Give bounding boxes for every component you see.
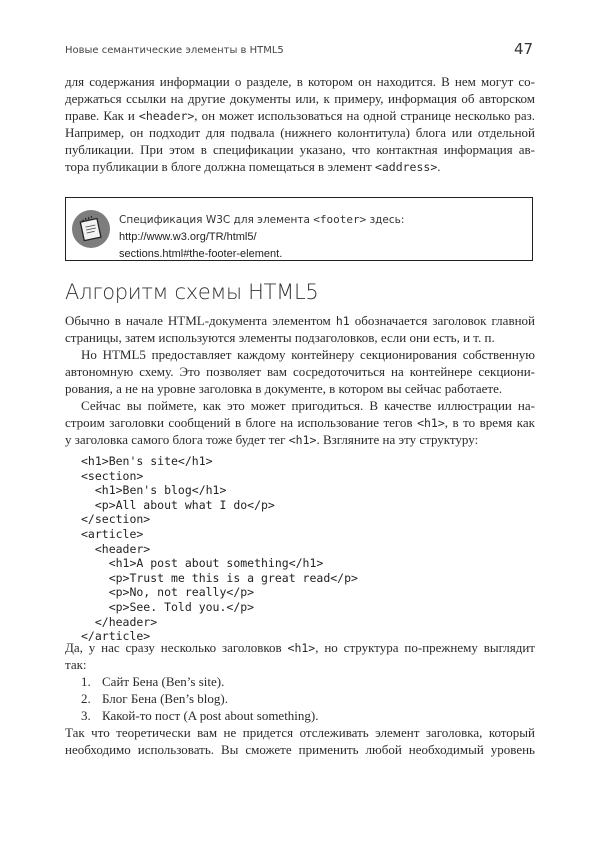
- section-heading: Алгоритм схемы HTML5: [65, 280, 319, 304]
- text-line: [65, 724, 535, 741]
- paragraph: [65, 724, 535, 758]
- list-text: Сайт Бена (Ben’s site).: [102, 674, 225, 689]
- text-line: [65, 107, 535, 124]
- list-number: 1.: [81, 674, 91, 689]
- spec-link[interactable]: sections.html#the-footer-element: [119, 248, 280, 260]
- text-line: [65, 124, 535, 141]
- code-line: <p>All about what I do</p>: [81, 497, 275, 512]
- text-line: [65, 656, 535, 673]
- code-line: <h1>A post about something</h1>: [81, 556, 324, 571]
- inline-code: <h1>: [288, 433, 317, 447]
- list-number: 2.: [81, 691, 91, 706]
- text-line: [65, 346, 535, 363]
- text-run: так:: [65, 657, 87, 672]
- note-label: .: [279, 248, 283, 260]
- text-line: [65, 397, 535, 414]
- text-run: обозначается заголовок главной: [349, 313, 535, 328]
- text-line: [65, 329, 535, 346]
- text-line: [65, 73, 535, 90]
- text-line: [65, 363, 535, 380]
- inline-code: <header>: [138, 109, 195, 123]
- list-item: [65, 673, 535, 690]
- text-run: , в то время как: [444, 415, 535, 430]
- code-line: </section>: [81, 512, 151, 527]
- text-run: праве. Как и: [65, 108, 139, 123]
- text-line: [65, 431, 535, 448]
- numbered-list: [65, 673, 535, 724]
- code-block: [81, 454, 358, 644]
- paragraph: [65, 312, 535, 346]
- code-line: <p>No, not really</p>: [81, 585, 255, 600]
- inline-code: <footer>: [313, 213, 367, 226]
- text-run: , но структура по-прежнему выглядит: [315, 640, 535, 655]
- text-line: [65, 141, 535, 158]
- notepad-icon: [72, 210, 110, 248]
- text-line: [65, 312, 535, 329]
- text-run: Обычно в начале HTML-документа элементом: [65, 313, 336, 328]
- text-run: публикации. При этом в спецификации указано, что контактная информация ав-: [65, 142, 535, 157]
- text-run: тора публикации в блоге должна помещаться в элемент: [65, 159, 375, 174]
- spec-link[interactable]: http://www.w3.org/TR/html5/: [119, 231, 257, 243]
- text-line: [65, 414, 535, 431]
- text-run: .: [437, 159, 441, 174]
- text-run: автономную схему. Это позволяет вам сосредоточиться на контейнере секциони-: [65, 364, 535, 379]
- text-line: [65, 90, 535, 107]
- list-text: Блог Бена (Ben’s blog).: [102, 691, 228, 706]
- code-line: <h1>Ben's site</h1>: [81, 454, 213, 468]
- list-item: [65, 690, 535, 707]
- text-run: строим заголовки сообщений в блоге на использование тегов: [65, 415, 418, 430]
- code-line: </article>: [81, 629, 151, 644]
- inline-code: <h1>: [417, 416, 445, 430]
- code-line: <h1>Ben's blog</h1>: [81, 483, 227, 498]
- code-line: </header>: [81, 614, 158, 629]
- note-box: [65, 197, 533, 261]
- text-run: Например, он подходит для подвала (нижнего колонтитула) блога или отдельной: [65, 125, 535, 140]
- text-run: рования, а не на уровне заголовка в документе, в котором вы сейчас работаете.: [65, 381, 503, 396]
- inline-code: <h1>: [287, 641, 316, 655]
- code-line: <p>Trust me this is a great read</p>: [81, 570, 358, 585]
- inline-code: <address>: [374, 160, 438, 174]
- text-run: необходимо использовать. Вы сможете применить любой необходимый уровень: [65, 742, 535, 757]
- paragraph: [65, 639, 535, 673]
- text-run: , он может использоваться на одной странице несколько раз.: [194, 108, 535, 123]
- page-number: 47: [514, 40, 534, 58]
- text-run: Но HTML5 предоставляет каждому контейнеру секционирования собственную: [81, 347, 535, 362]
- text-run: Сейчас вы поймете, как это может пригодиться. В качестве иллюстрации на-: [81, 398, 535, 413]
- code-line: <section>: [81, 468, 144, 483]
- text-line: [65, 158, 535, 175]
- text-run: страницы, затем используются элементы подзаголовков, если они есть, и т. п.: [65, 330, 495, 345]
- running-header: Новые семантические элементы в HTML5: [65, 45, 284, 56]
- list-text: Какой-то пост (A post about something).: [102, 708, 319, 723]
- code-line: <p>See. Told you.</p>: [81, 599, 255, 614]
- text-run: для содержания информации о разделе, в котором он находится. В нем могут со-: [65, 74, 535, 89]
- list-item: [65, 707, 535, 724]
- code-line: <article>: [81, 526, 144, 541]
- list-number: 3.: [81, 708, 91, 723]
- note-text: [119, 212, 524, 263]
- text-line: [65, 741, 535, 758]
- inline-code: h1: [335, 314, 350, 328]
- text-run: держаться ссылки на другие документы или, к примеру, информация об авторском: [65, 91, 535, 106]
- paragraph-footer-description: [65, 73, 535, 175]
- code-line: <header>: [81, 541, 151, 556]
- text-line: [65, 380, 535, 397]
- paragraph: [65, 346, 535, 397]
- text-line: [65, 639, 535, 656]
- text-run: . Взгляните на эту структуру:: [316, 432, 479, 447]
- paragraph: [65, 397, 535, 448]
- text-run: Так что теоретически вам не придется отслеживать элемент заголовка, который: [65, 725, 535, 740]
- note-label: Спецификация W3C для элемента: [119, 214, 314, 226]
- text-run: Да, у нас сразу несколько заголовков: [65, 640, 288, 655]
- note-label: здесь:: [366, 214, 405, 226]
- text-run: у заголовка самого блога тоже будет тег: [65, 432, 289, 447]
